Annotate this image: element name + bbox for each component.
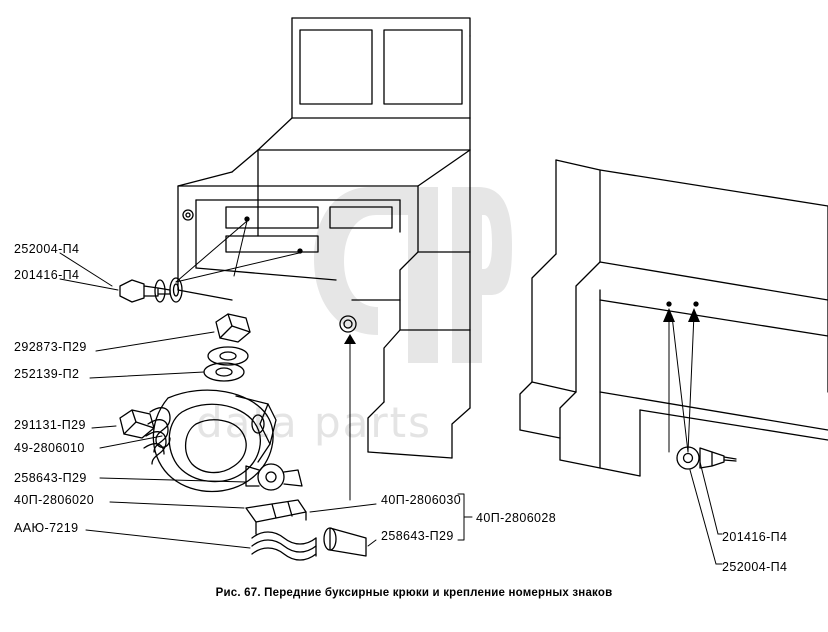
part-label-258643-p29-center: 258643-П29 xyxy=(381,529,454,543)
part-label-201416-p4-right: 201416-П4 xyxy=(722,530,788,544)
part-label-40p-2806030: 40П-2806030 xyxy=(381,493,462,507)
figure-caption: Рис. 67. Передние буксирные крюки и крепление номерных знаков xyxy=(215,587,613,599)
part-label-49-2806010: 49-2806010 xyxy=(14,441,85,455)
part-label-252004-p4-left: 252004-П4 xyxy=(14,242,80,256)
part-label-252004-p4-right: 252004-П4 xyxy=(722,560,788,574)
part-label-40p-2806020: 40П-2806020 xyxy=(14,493,95,507)
part-label-258643-p29-left: 258643-П29 xyxy=(14,471,87,485)
part-label-291131-p29: 291131-П29 xyxy=(14,418,86,432)
part-label-aayu-7219: ААЮ-7219 xyxy=(14,521,79,535)
part-label-201416-p4-left: 201416-П4 xyxy=(14,268,80,282)
watermark-text: data parts xyxy=(196,398,432,447)
part-label-292873-p29: 292873-П29 xyxy=(14,340,87,354)
part-label-40p-2806028: 40П-2806028 xyxy=(476,511,557,525)
part-label-252139-p2: 252139-П2 xyxy=(14,367,80,381)
